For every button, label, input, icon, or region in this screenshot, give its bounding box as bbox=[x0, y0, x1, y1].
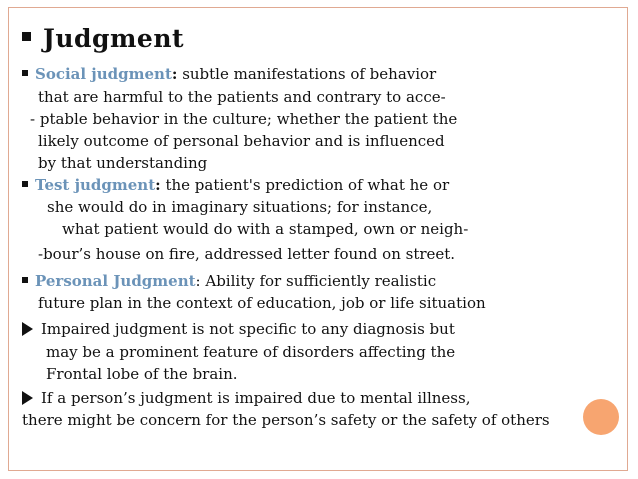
social-judgment-line-4: likely outcome of personal behavior and is influenced bbox=[38, 132, 445, 150]
arrow-bullet-icon bbox=[22, 391, 33, 405]
personal-judgment-line-2: future plan in the context of education, job or life situation bbox=[38, 294, 486, 312]
personal-judgment-line-1 bbox=[22, 273, 436, 290]
social-judgment-line-1 bbox=[22, 66, 436, 83]
decorative-circle bbox=[583, 399, 619, 435]
test-judgment-line-2: she would do in imaginary situations; for instance, bbox=[47, 198, 433, 216]
mental-illness-line-1 bbox=[22, 390, 470, 407]
mental-illness-line-2: there might be concern for the person’s safety or the safety of others bbox=[22, 411, 550, 429]
square-bullet-icon bbox=[22, 70, 28, 76]
social-judgment-line-5: by that understanding bbox=[38, 154, 208, 172]
square-bullet-icon bbox=[22, 181, 28, 187]
impaired-judgment-line-3: Frontal lobe of the brain. bbox=[46, 365, 238, 383]
term-colon: : bbox=[155, 176, 161, 194]
social-judgment-text: subtle manifestations of behavior bbox=[177, 65, 437, 83]
test-judgment-term: Test judgment bbox=[35, 176, 156, 194]
personal-judgment-term: Personal Judgment bbox=[35, 272, 196, 290]
test-judgment-text: the patient's prediction of what he or bbox=[160, 176, 450, 194]
social-judgment-term: Social judgment bbox=[35, 65, 172, 83]
arrow-bullet-icon bbox=[22, 322, 33, 336]
social-judgment-line-2: that are harmful to the patients and contrary to acce- bbox=[38, 88, 446, 106]
impaired-judgment-line-1 bbox=[22, 321, 455, 338]
mental-illness-text: If a person’s judgment is impaired due to mental illness, bbox=[41, 389, 471, 407]
term-colon: : bbox=[171, 65, 178, 83]
personal-judgment-text: Ability for sufficiently realistic bbox=[200, 272, 437, 290]
square-bullet-icon bbox=[22, 32, 31, 41]
term-colon: : bbox=[195, 272, 201, 290]
square-bullet-icon bbox=[22, 277, 28, 283]
heading-text: Judgment bbox=[43, 24, 185, 53]
test-judgment-line-1 bbox=[22, 177, 449, 194]
test-judgment-line-3: what patient would do with a stamped, own or neigh- bbox=[62, 220, 469, 238]
impaired-judgment-text: Impaired judgment is not specific to any diagnosis but bbox=[41, 320, 455, 338]
social-judgment-line-3: - ptable behavior in the culture; whether the patient the bbox=[30, 110, 458, 128]
impaired-judgment-line-2: may be a prominent feature of disorders affecting the bbox=[46, 343, 456, 361]
slide-heading bbox=[22, 25, 184, 53]
test-judgment-line-4: -bour’s house on fire, addressed letter found on street. bbox=[38, 245, 456, 263]
